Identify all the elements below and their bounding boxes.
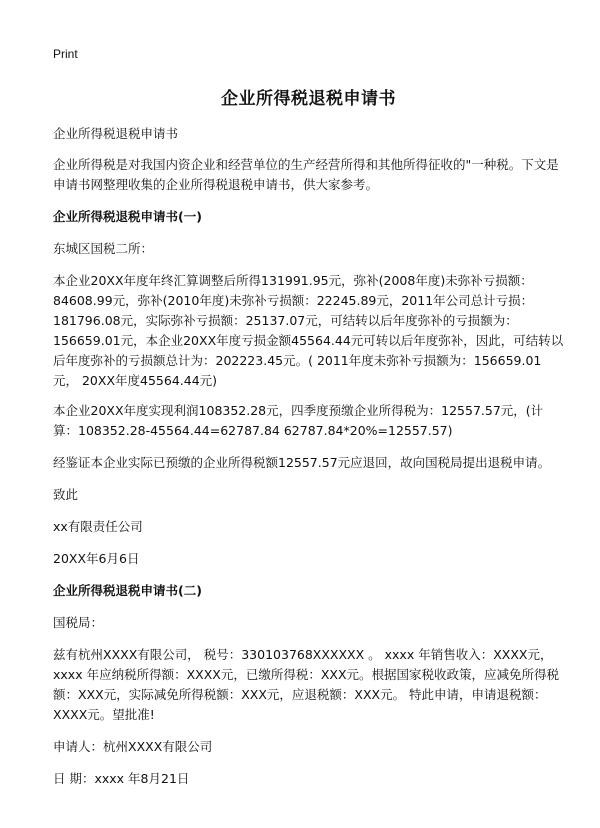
letter1-recipient: 东城区国税二所： <box>53 241 154 256</box>
print-link[interactable]: Print <box>53 47 78 61</box>
letter1-date: 20XX年6月6日 <box>53 551 140 566</box>
letter2-body: 兹有杭州XXXX有限公司， 税号：330103768XXXXXX 。 xxxx 年销售收入：XXXX元， xxxx 年应纳税所得额：XXXX元，已缴所得税：XXX元。根据国家税收政策，应减免所得税额：XXX元，实际减免所得税额：XXX元，应退税额：XXX元。 特此申请，申请退税额：XXXX元。望批准! <box>53 647 560 722</box>
document-title: 企业所得税退税申请书 <box>221 89 396 109</box>
letter2-date: 日 期：xxxx 年8月21日 <box>53 771 190 786</box>
letter2-heading: 企业所得税退税申请书(二) <box>53 583 202 598</box>
intro-paragraph: 企业所得税是对我国内资企业和经营单位的生产经营所得和其他所得征收的"一种税。下文是申请书网整理收集的企业所得税退税申请书，供大家参考。 <box>53 157 559 192</box>
letter1-paragraph-3: 经鉴证本企业实际已预缴的企业所得税额12557.57元应退回，故向国税局提出退税申请。 <box>53 455 551 470</box>
letter2-applicant: 申请人：杭州XXXX有限公司 <box>53 739 213 754</box>
letter1-paragraph-1: 本企业20XX年度年终汇算调整后所得131991.95元，弥补(2008年度)未弥补亏损额：84608.99元，弥补(2010年度)未弥补亏损额：22245.89元，2011年公司总计亏损：181796.08元，实际弥补亏损额：25137.07元，可结转以后年度弥补的亏损额为：156659.01元，本企业20XX年度亏损金额45564.44元可转以后年度弥补，因此，可结转以后年度弥补的亏损额总计为：202223.45元。( 2011年度未弥补亏损额为：156659.01元， 20XX年度45564.44元) <box>53 273 564 388</box>
letter2-recipient: 国税局： <box>53 615 104 630</box>
letter1-company: xx有限责任公司 <box>53 519 143 534</box>
letter1-closing: 致此 <box>53 487 79 502</box>
document-subtitle: 企业所得税退税申请书 <box>53 126 179 141</box>
letter1-paragraph-2: 本企业20XX年度实现利润108352.28元，四季度预缴企业所得税为：12557.57元，(计算：108352.28-45564.44=62787.84 62787.84*20%=12557.57) <box>53 403 544 438</box>
letter1-heading: 企业所得税退税申请书(一) <box>53 209 202 224</box>
